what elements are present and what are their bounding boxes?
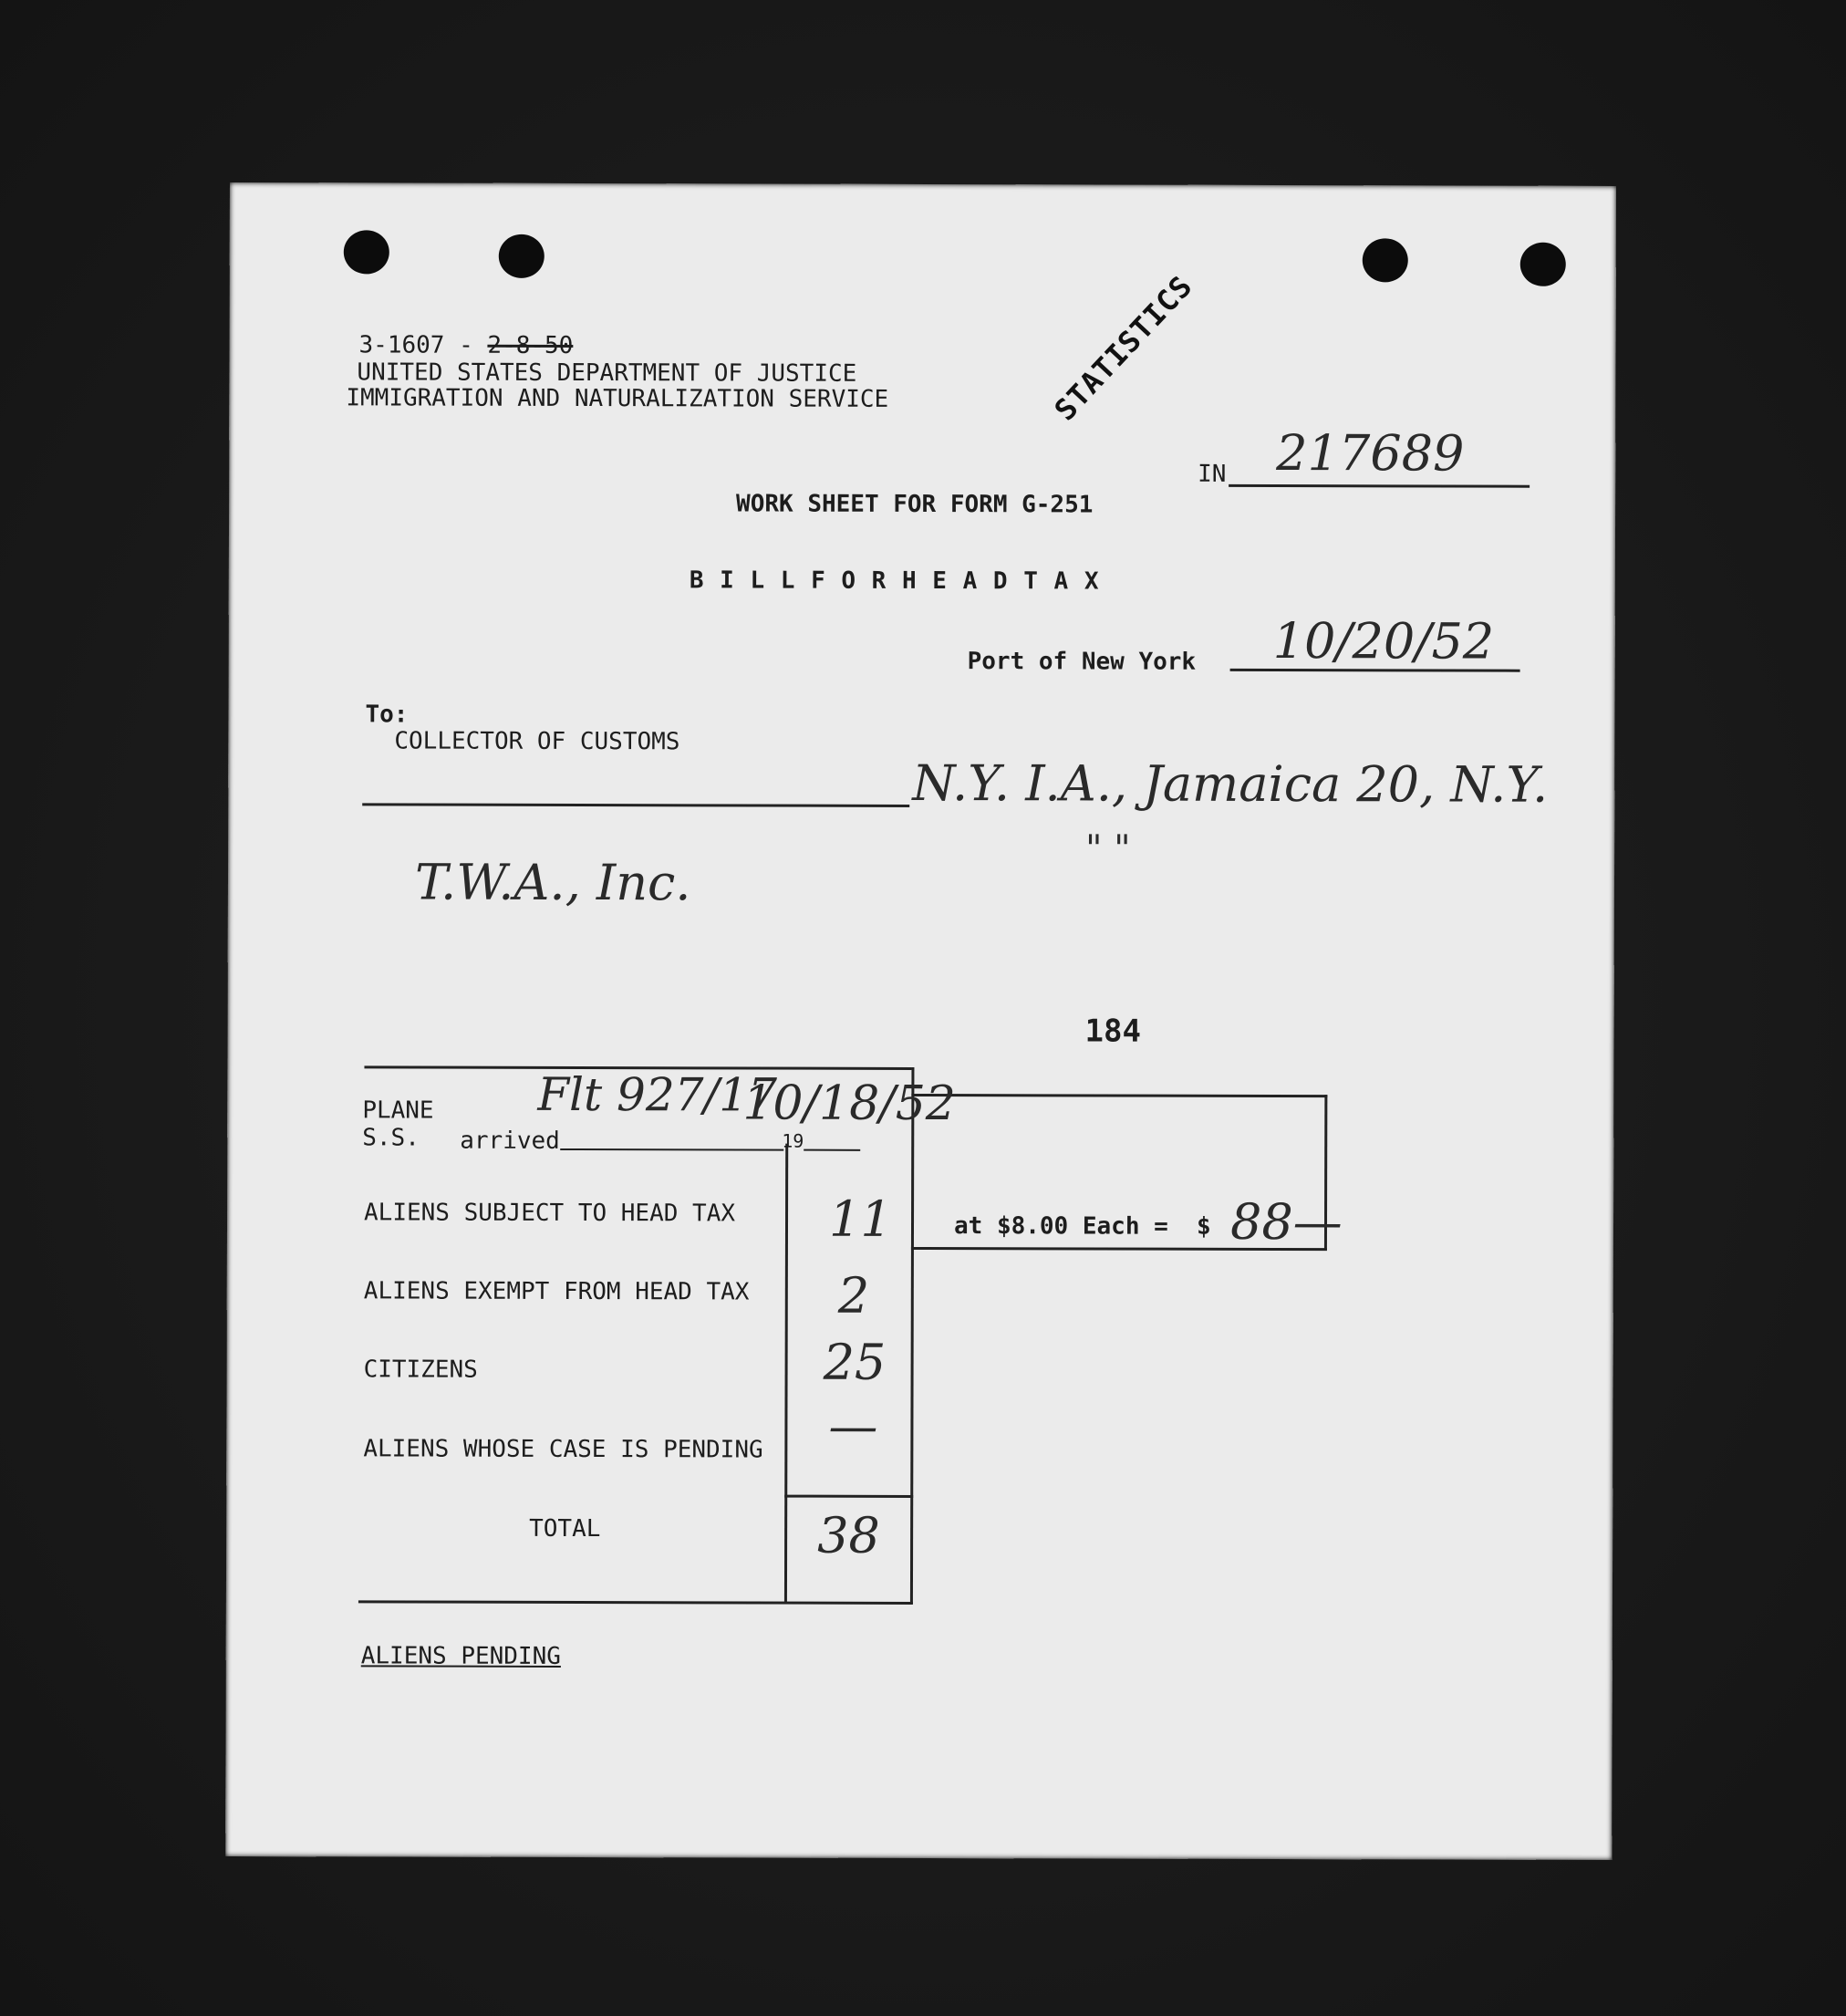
form-code-line (358, 331, 573, 359)
statistics-stamp: STATISTICS (1047, 268, 1199, 428)
arrival-date-hand: 10/18/52 (742, 1076, 956, 1132)
address-hand: N.Y. I.A., Jamaica 20, N.Y. (912, 753, 1549, 814)
table-value-divider (784, 1144, 788, 1604)
punch-hole-4 (1520, 243, 1566, 286)
ss-label: S.S. (362, 1124, 420, 1152)
arrived-line (560, 1148, 783, 1151)
rate-box-top (911, 1094, 1327, 1097)
agency-line-2: IMMIGRATION AND NATURALIZATION SERVICE (346, 384, 889, 413)
row-value-citizens: 25 (823, 1333, 887, 1391)
in-number-line (1229, 484, 1530, 488)
worksheet-title: WORK SHEET FOR FORM G-251 (736, 490, 1094, 519)
table-bottom-line (358, 1600, 913, 1605)
row-label-citizens: CITIZENS (363, 1356, 478, 1384)
flight-hand: Flt 927/17 (537, 1067, 778, 1122)
year-prefix: 19 (782, 1129, 804, 1152)
port-label: Port of New York (967, 648, 1197, 676)
arrived-label: arrived (460, 1127, 560, 1155)
total-value: 38 (817, 1506, 880, 1564)
agency-line-1: UNITED STATES DEPARTMENT OF JUSTICE (357, 359, 857, 388)
page-number: 184 (1084, 1013, 1142, 1050)
in-number-hand: 217689 (1276, 424, 1465, 483)
in-label: IN (1198, 460, 1227, 488)
form-dash: - (459, 331, 473, 359)
bill-title: B I L L F O R H E A D T A X (689, 566, 1100, 596)
form-date: 2-8-50 (487, 331, 574, 359)
row-value-pending: — (828, 1397, 878, 1455)
carrier-hand: T.W.A., Inc. (414, 853, 691, 912)
pending-heading: ALIENS PENDING (360, 1642, 561, 1670)
rate-label: at $8.00 Each = (953, 1212, 1168, 1241)
row-label-pending: ALIENS WHOSE CASE IS PENDING (363, 1435, 763, 1464)
punch-hole-3 (1363, 238, 1408, 282)
collector-line (362, 803, 909, 807)
row-value-subject: 11 (828, 1190, 892, 1248)
dollar-sign: $ (1196, 1212, 1211, 1241)
punch-hole-2 (499, 234, 544, 278)
table-right-border (910, 1067, 915, 1604)
total-divider-line (784, 1495, 913, 1498)
port-date-hand: 10/20/52 (1272, 611, 1495, 670)
collector-label: COLLECTOR OF CUSTOMS (394, 727, 680, 756)
amount-hand: 88— (1229, 1192, 1343, 1252)
form-code: 3-1607 (358, 331, 445, 359)
punch-hole-1 (344, 230, 389, 274)
row-label-subject: ALIENS SUBJECT TO HEAD TAX (364, 1199, 736, 1228)
row-label-exempt: ALIENS EXEMPT FROM HEAD TAX (363, 1277, 750, 1306)
row-value-exempt: 2 (837, 1266, 870, 1325)
to-label: To: (365, 701, 409, 729)
year-line (804, 1149, 860, 1151)
plane-label: PLANE (362, 1096, 434, 1125)
head-tax-worksheet (225, 182, 1616, 1860)
ditto-marks: " " (1085, 827, 1131, 870)
total-label: TOTAL (529, 1514, 601, 1543)
